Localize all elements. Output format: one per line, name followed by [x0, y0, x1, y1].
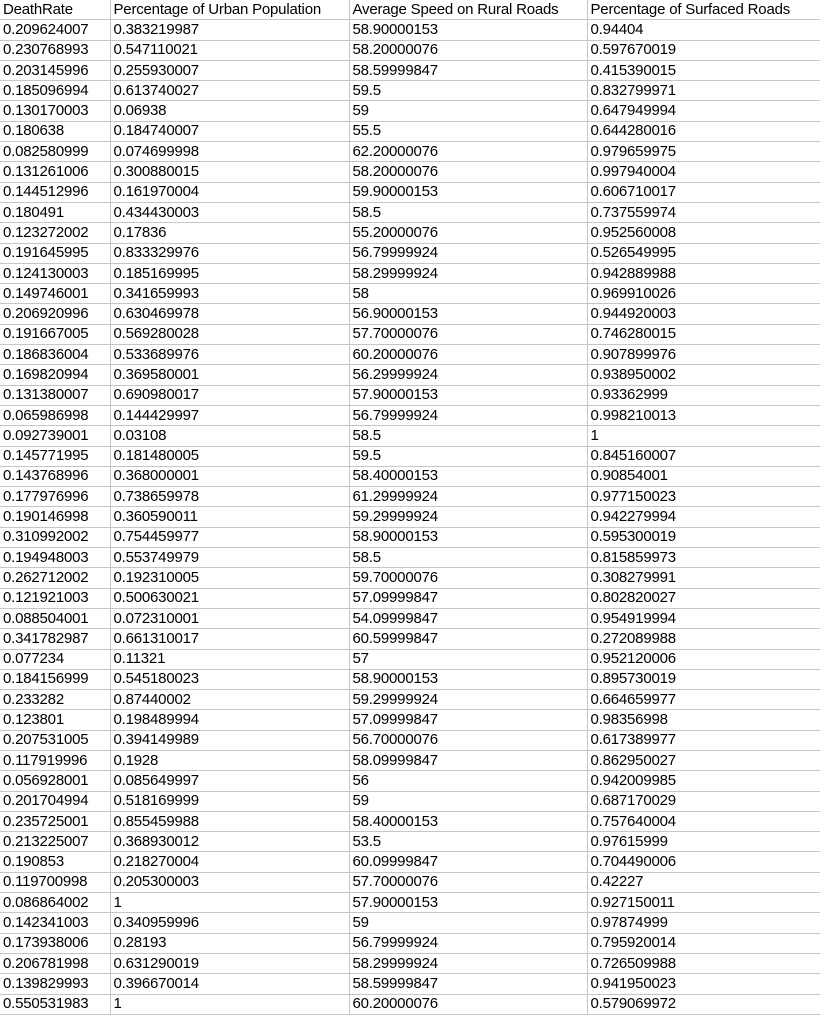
- table-cell-rural-road-speed[interactable]: 56.29999924: [349, 365, 587, 385]
- table-cell-deathrate[interactable]: 0.185096994: [0, 81, 110, 101]
- table-cell-urban-population[interactable]: 0.074699998: [110, 142, 349, 162]
- table-cell-surfaced-roads[interactable]: 0.941950023: [587, 974, 820, 994]
- table-cell-surfaced-roads[interactable]: 0.944920003: [587, 304, 820, 324]
- table-row: [0, 710, 820, 730]
- table-cell-urban-population[interactable]: 0.569280028: [110, 324, 349, 344]
- table-cell-rural-road-speed[interactable]: 53.5: [349, 832, 587, 852]
- table-cell-deathrate[interactable]: 0.230768993: [0, 40, 110, 60]
- table-cell-rural-road-speed[interactable]: 57: [349, 649, 587, 669]
- table-row: [0, 730, 820, 750]
- table-cell-deathrate[interactable]: 0.550531983: [0, 994, 110, 1014]
- table-cell-deathrate[interactable]: 0.190146998: [0, 507, 110, 527]
- header-cell-deathrate[interactable]: DeathRate: [0, 0, 110, 20]
- table-row: [0, 568, 820, 588]
- table-cell-rural-road-speed[interactable]: 56.79999924: [349, 405, 587, 425]
- table-cell-surfaced-roads[interactable]: 0.938950002: [587, 365, 820, 385]
- table-cell-rural-road-speed[interactable]: 55.20000076: [349, 223, 587, 243]
- table-cell-surfaced-roads[interactable]: 0.969910026: [587, 284, 820, 304]
- table-cell-surfaced-roads[interactable]: 0.952560008: [587, 223, 820, 243]
- table-cell-deathrate[interactable]: 0.119700998: [0, 872, 110, 892]
- table-cell-rural-road-speed[interactable]: 60.59999847: [349, 629, 587, 649]
- table-cell-rural-road-speed[interactable]: 59.5: [349, 446, 587, 466]
- header-row: [0, 0, 820, 20]
- table-cell-surfaced-roads[interactable]: 0.42227: [587, 872, 820, 892]
- table-cell-rural-road-speed[interactable]: 56.79999924: [349, 933, 587, 953]
- header-cell-surfaced-roads[interactable]: Percentage of Surfaced Roads: [587, 0, 820, 20]
- table-cell-urban-population[interactable]: 0.28193: [110, 933, 349, 953]
- table-cell-deathrate[interactable]: 0.130170003: [0, 101, 110, 121]
- table-cell-deathrate[interactable]: 0.124130003: [0, 263, 110, 283]
- table-cell-urban-population[interactable]: 0.205300003: [110, 872, 349, 892]
- table-cell-rural-road-speed[interactable]: 59.29999924: [349, 507, 587, 527]
- table-cell-rural-road-speed[interactable]: 56.70000076: [349, 730, 587, 750]
- table-cell-surfaced-roads[interactable]: 0.927150011: [587, 893, 820, 913]
- table-cell-deathrate[interactable]: 0.209624007: [0, 20, 110, 40]
- table-cell-rural-road-speed[interactable]: 54.09999847: [349, 608, 587, 628]
- table-cell-rural-road-speed[interactable]: 60.09999847: [349, 852, 587, 872]
- table-cell-deathrate[interactable]: 0.341782987: [0, 629, 110, 649]
- table-cell-urban-population[interactable]: 0.500630021: [110, 588, 349, 608]
- table-cell-deathrate[interactable]: 0.177976996: [0, 487, 110, 507]
- table-cell-urban-population[interactable]: 0.185169995: [110, 263, 349, 283]
- table-row: [0, 811, 820, 831]
- table-row: [0, 81, 820, 101]
- table-cell-deathrate[interactable]: 0.065986998: [0, 405, 110, 425]
- table-cell-deathrate[interactable]: 0.207531005: [0, 730, 110, 750]
- table-cell-surfaced-roads[interactable]: 0.617389977: [587, 730, 820, 750]
- table-cell-urban-population[interactable]: 0.631290019: [110, 953, 349, 973]
- table-cell-rural-road-speed[interactable]: 57.70000076: [349, 872, 587, 892]
- table-row: [0, 507, 820, 527]
- table-row: [0, 324, 820, 344]
- table-cell-urban-population[interactable]: 0.368000001: [110, 466, 349, 486]
- table-cell-deathrate[interactable]: 0.233282: [0, 690, 110, 710]
- table-cell-rural-road-speed[interactable]: 58.59999847: [349, 60, 587, 80]
- table-cell-rural-road-speed[interactable]: 58.5: [349, 548, 587, 568]
- table-row: [0, 182, 820, 202]
- table-cell-surfaced-roads[interactable]: 0.606710017: [587, 182, 820, 202]
- table-cell-urban-population[interactable]: 0.547110021: [110, 40, 349, 60]
- table-cell-deathrate[interactable]: 0.235725001: [0, 811, 110, 831]
- table-cell-surfaced-roads[interactable]: 0.595300019: [587, 527, 820, 547]
- table-cell-deathrate[interactable]: 0.180638: [0, 121, 110, 141]
- table-cell-surfaced-roads[interactable]: 0.94404: [587, 20, 820, 40]
- table-cell-surfaced-roads[interactable]: 0.979659975: [587, 142, 820, 162]
- table-row: [0, 345, 820, 365]
- table-cell-deathrate[interactable]: 0.092739001: [0, 426, 110, 446]
- table-cell-rural-road-speed[interactable]: 58.29999924: [349, 263, 587, 283]
- table-cell-urban-population[interactable]: 0.161970004: [110, 182, 349, 202]
- table-cell-deathrate[interactable]: 0.262712002: [0, 568, 110, 588]
- table-row: [0, 243, 820, 263]
- table-row: [0, 669, 820, 689]
- table-cell-deathrate[interactable]: 0.180491: [0, 202, 110, 222]
- table-cell-surfaced-roads[interactable]: 0.687170029: [587, 791, 820, 811]
- table-cell-rural-road-speed[interactable]: 59.90000153: [349, 182, 587, 202]
- table-cell-urban-population[interactable]: 0.11321: [110, 649, 349, 669]
- table-cell-urban-population[interactable]: 0.613740027: [110, 81, 349, 101]
- table-cell-surfaced-roads[interactable]: 0.795920014: [587, 933, 820, 953]
- table-cell-rural-road-speed[interactable]: 59.29999924: [349, 690, 587, 710]
- table-cell-urban-population[interactable]: 0.383219987: [110, 20, 349, 40]
- table-cell-deathrate[interactable]: 0.123801: [0, 710, 110, 730]
- table-cell-surfaced-roads[interactable]: 0.647949994: [587, 101, 820, 121]
- table-cell-rural-road-speed[interactable]: 58.29999924: [349, 953, 587, 973]
- table-cell-surfaced-roads[interactable]: 0.90854001: [587, 466, 820, 486]
- table-cell-deathrate[interactable]: 0.169820994: [0, 365, 110, 385]
- table-cell-urban-population[interactable]: 0.738659978: [110, 487, 349, 507]
- table-row: [0, 162, 820, 182]
- table-cell-deathrate[interactable]: 0.186836004: [0, 345, 110, 365]
- table-cell-deathrate[interactable]: 0.310992002: [0, 527, 110, 547]
- table-row: [0, 20, 820, 40]
- header-cell-rural-road-speed[interactable]: Average Speed on Rural Roads: [349, 0, 587, 20]
- table-cell-surfaced-roads[interactable]: 0.526549995: [587, 243, 820, 263]
- table-cell-deathrate[interactable]: 0.144512996: [0, 182, 110, 202]
- table-cell-surfaced-roads[interactable]: 0.942009985: [587, 771, 820, 791]
- table-cell-deathrate[interactable]: 0.191645995: [0, 243, 110, 263]
- table-row: [0, 223, 820, 243]
- table-cell-urban-population[interactable]: 0.341659993: [110, 284, 349, 304]
- table-cell-deathrate[interactable]: 0.088504001: [0, 608, 110, 628]
- table-cell-urban-population[interactable]: 0.255930007: [110, 60, 349, 80]
- table-cell-rural-road-speed[interactable]: 58: [349, 284, 587, 304]
- table-row: [0, 690, 820, 710]
- table-cell-rural-road-speed[interactable]: 57.70000076: [349, 324, 587, 344]
- table-cell-surfaced-roads[interactable]: 0.737559974: [587, 202, 820, 222]
- table-cell-deathrate[interactable]: 0.121921003: [0, 588, 110, 608]
- table-cell-surfaced-roads[interactable]: 0.93362999: [587, 385, 820, 405]
- table-cell-urban-population[interactable]: 0.218270004: [110, 852, 349, 872]
- table-cell-deathrate[interactable]: 0.194948003: [0, 548, 110, 568]
- table-cell-urban-population[interactable]: 0.184740007: [110, 121, 349, 141]
- table-cell-surfaced-roads[interactable]: 0.726509988: [587, 953, 820, 973]
- table-cell-surfaced-roads[interactable]: 0.97874999: [587, 913, 820, 933]
- table-row: [0, 953, 820, 973]
- table-cell-rural-road-speed[interactable]: 56: [349, 771, 587, 791]
- table-cell-urban-population[interactable]: 1: [110, 893, 349, 913]
- table-cell-surfaced-roads[interactable]: 0.998210013: [587, 405, 820, 425]
- table-cell-rural-road-speed[interactable]: 58.09999847: [349, 750, 587, 770]
- table-cell-surfaced-roads[interactable]: 1: [587, 426, 820, 446]
- table-cell-urban-population[interactable]: 0.630469978: [110, 304, 349, 324]
- table-cell-urban-population[interactable]: 0.553749979: [110, 548, 349, 568]
- table-cell-deathrate[interactable]: 0.123272002: [0, 223, 110, 243]
- table-row: [0, 771, 820, 791]
- header-cell-urban-population[interactable]: Percentage of Urban Population: [110, 0, 349, 20]
- table-cell-rural-road-speed[interactable]: 59: [349, 913, 587, 933]
- table-cell-rural-road-speed[interactable]: 58.90000153: [349, 669, 587, 689]
- table-cell-rural-road-speed[interactable]: 57.90000153: [349, 893, 587, 913]
- table-row: [0, 974, 820, 994]
- table-row: [0, 852, 820, 872]
- table-cell-deathrate[interactable]: 0.191667005: [0, 324, 110, 344]
- table-cell-surfaced-roads[interactable]: 0.597670019: [587, 40, 820, 60]
- table-cell-surfaced-roads[interactable]: 0.997940004: [587, 162, 820, 182]
- table-cell-deathrate[interactable]: 0.131380007: [0, 385, 110, 405]
- table-cell-deathrate[interactable]: 0.145771995: [0, 446, 110, 466]
- table-cell-deathrate[interactable]: 0.117919996: [0, 750, 110, 770]
- table-cell-rural-road-speed[interactable]: 58.5: [349, 426, 587, 446]
- table-cell-deathrate[interactable]: 0.149746001: [0, 284, 110, 304]
- table-row: [0, 750, 820, 770]
- table-cell-surfaced-roads[interactable]: 0.802820027: [587, 588, 820, 608]
- table-cell-rural-road-speed[interactable]: 59.5: [349, 81, 587, 101]
- table-cell-surfaced-roads[interactable]: 0.907899976: [587, 345, 820, 365]
- table-cell-deathrate[interactable]: 0.143768996: [0, 466, 110, 486]
- table-cell-deathrate[interactable]: 0.086864002: [0, 893, 110, 913]
- table-cell-deathrate[interactable]: 0.201704994: [0, 791, 110, 811]
- table-cell-rural-road-speed[interactable]: 59.70000076: [349, 568, 587, 588]
- table-cell-surfaced-roads[interactable]: 0.415390015: [587, 60, 820, 80]
- table-cell-deathrate[interactable]: 0.082580999: [0, 142, 110, 162]
- table-cell-surfaced-roads[interactable]: 0.272089988: [587, 629, 820, 649]
- table-row: [0, 142, 820, 162]
- table-row: [0, 487, 820, 507]
- table-cell-surfaced-roads[interactable]: 0.815859973: [587, 548, 820, 568]
- table-cell-surfaced-roads[interactable]: 0.579069972: [587, 994, 820, 1014]
- table-cell-deathrate[interactable]: 0.056928001: [0, 771, 110, 791]
- table-row: [0, 791, 820, 811]
- table-row: [0, 426, 820, 446]
- table-cell-deathrate[interactable]: 0.139829993: [0, 974, 110, 994]
- table-cell-rural-road-speed[interactable]: 58.90000153: [349, 527, 587, 547]
- table-cell-surfaced-roads[interactable]: 0.895730019: [587, 669, 820, 689]
- table-cell-surfaced-roads[interactable]: 0.954919994: [587, 608, 820, 628]
- table-cell-urban-population[interactable]: 0.87440002: [110, 690, 349, 710]
- table-cell-surfaced-roads[interactable]: 0.746280015: [587, 324, 820, 344]
- table-cell-urban-population[interactable]: 0.434430003: [110, 202, 349, 222]
- table-cell-rural-road-speed[interactable]: 57.09999847: [349, 588, 587, 608]
- table-cell-deathrate[interactable]: 0.213225007: [0, 832, 110, 852]
- table-row: [0, 548, 820, 568]
- table-row: [0, 446, 820, 466]
- table-cell-deathrate[interactable]: 0.190853: [0, 852, 110, 872]
- table-row: [0, 872, 820, 892]
- table-row: [0, 304, 820, 324]
- table-row: [0, 588, 820, 608]
- table-cell-rural-road-speed[interactable]: 60.20000076: [349, 345, 587, 365]
- table-cell-urban-population[interactable]: 0.340959996: [110, 913, 349, 933]
- table-cell-rural-road-speed[interactable]: 62.20000076: [349, 142, 587, 162]
- table-row: [0, 629, 820, 649]
- table-cell-deathrate[interactable]: 0.173938006: [0, 933, 110, 953]
- table-row: [0, 365, 820, 385]
- table-cell-surfaced-roads[interactable]: 0.97615999: [587, 832, 820, 852]
- table-cell-surfaced-roads[interactable]: 0.977150023: [587, 487, 820, 507]
- table-cell-surfaced-roads[interactable]: 0.942279994: [587, 507, 820, 527]
- table-cell-urban-population[interactable]: 0.661310017: [110, 629, 349, 649]
- table-cell-rural-road-speed[interactable]: 61.29999924: [349, 487, 587, 507]
- table-cell-urban-population[interactable]: 0.690980017: [110, 385, 349, 405]
- table-cell-deathrate[interactable]: 0.077234: [0, 649, 110, 669]
- table-cell-deathrate[interactable]: 0.142341003: [0, 913, 110, 933]
- table-cell-urban-population[interactable]: 0.198489994: [110, 710, 349, 730]
- table-cell-rural-road-speed[interactable]: 55.5: [349, 121, 587, 141]
- table-cell-surfaced-roads[interactable]: 0.942889988: [587, 263, 820, 283]
- table-cell-urban-population[interactable]: 0.368930012: [110, 832, 349, 852]
- table-cell-surfaced-roads[interactable]: 0.308279991: [587, 568, 820, 588]
- table-cell-urban-population[interactable]: 0.394149989: [110, 730, 349, 750]
- table-cell-surfaced-roads[interactable]: 0.704490006: [587, 852, 820, 872]
- table-cell-urban-population[interactable]: 0.300880015: [110, 162, 349, 182]
- table-cell-urban-population[interactable]: 0.545180023: [110, 669, 349, 689]
- table-cell-rural-road-speed[interactable]: 58.20000076: [349, 162, 587, 182]
- table-cell-deathrate[interactable]: 0.206781998: [0, 953, 110, 973]
- table-cell-urban-population[interactable]: 0.369580001: [110, 365, 349, 385]
- table-row: [0, 913, 820, 933]
- table-cell-urban-population[interactable]: 0.833329976: [110, 243, 349, 263]
- table-row: [0, 101, 820, 121]
- table-cell-urban-population[interactable]: 0.754459977: [110, 527, 349, 547]
- table-cell-rural-road-speed[interactable]: 59: [349, 101, 587, 121]
- table-cell-surfaced-roads[interactable]: 0.862950027: [587, 750, 820, 770]
- table-row: [0, 40, 820, 60]
- table-cell-urban-population[interactable]: 0.855459988: [110, 811, 349, 831]
- table-row: [0, 527, 820, 547]
- table-cell-rural-road-speed[interactable]: 57.90000153: [349, 385, 587, 405]
- table-row: [0, 202, 820, 222]
- table-cell-rural-road-speed[interactable]: 58.40000153: [349, 466, 587, 486]
- table-cell-deathrate[interactable]: 0.184156999: [0, 669, 110, 689]
- table-cell-urban-population[interactable]: 0.1928: [110, 750, 349, 770]
- table-row: [0, 405, 820, 425]
- table-row: [0, 832, 820, 852]
- table-cell-rural-road-speed[interactable]: 58.40000153: [349, 811, 587, 831]
- table-cell-rural-road-speed[interactable]: 58.59999847: [349, 974, 587, 994]
- table-cell-urban-population[interactable]: 1: [110, 994, 349, 1014]
- table-cell-urban-population[interactable]: 0.192310005: [110, 568, 349, 588]
- table-row: [0, 466, 820, 486]
- table-cell-rural-road-speed[interactable]: 57.09999847: [349, 710, 587, 730]
- table-cell-surfaced-roads[interactable]: 0.98356998: [587, 710, 820, 730]
- table-cell-rural-road-speed[interactable]: 56.79999924: [349, 243, 587, 263]
- table-cell-surfaced-roads[interactable]: 0.832799971: [587, 81, 820, 101]
- table-cell-deathrate[interactable]: 0.203145996: [0, 60, 110, 80]
- table-cell-urban-population[interactable]: 0.06938: [110, 101, 349, 121]
- table-cell-surfaced-roads[interactable]: 0.664659977: [587, 690, 820, 710]
- table-row: [0, 649, 820, 669]
- table-cell-urban-population[interactable]: 0.533689976: [110, 345, 349, 365]
- table-cell-rural-road-speed[interactable]: 59: [349, 791, 587, 811]
- table-row: [0, 608, 820, 628]
- table-cell-rural-road-speed[interactable]: 58.5: [349, 202, 587, 222]
- table-row: [0, 385, 820, 405]
- table-cell-urban-population[interactable]: 0.03108: [110, 426, 349, 446]
- table-cell-rural-road-speed[interactable]: 58.20000076: [349, 40, 587, 60]
- table-row: [0, 60, 820, 80]
- table-cell-rural-road-speed[interactable]: 56.90000153: [349, 304, 587, 324]
- table-cell-urban-population[interactable]: 0.396670014: [110, 974, 349, 994]
- table-cell-urban-population[interactable]: 0.085649997: [110, 771, 349, 791]
- table-row: [0, 994, 820, 1014]
- table-cell-rural-road-speed[interactable]: 58.90000153: [349, 20, 587, 40]
- table-body: [0, 20, 820, 1015]
- table-row: [0, 263, 820, 283]
- table-cell-urban-population[interactable]: 0.360590011: [110, 507, 349, 527]
- table-cell-urban-population[interactable]: 0.17836: [110, 223, 349, 243]
- table-cell-urban-population[interactable]: 0.518169999: [110, 791, 349, 811]
- table-row: [0, 933, 820, 953]
- table-row: [0, 284, 820, 304]
- table-cell-surfaced-roads[interactable]: 0.845160007: [587, 446, 820, 466]
- table-cell-rural-road-speed[interactable]: 60.20000076: [349, 994, 587, 1014]
- table-cell-surfaced-roads[interactable]: 0.644280016: [587, 121, 820, 141]
- table-cell-deathrate[interactable]: 0.131261006: [0, 162, 110, 182]
- table-cell-urban-population[interactable]: 0.181480005: [110, 446, 349, 466]
- table-cell-surfaced-roads[interactable]: 0.952120006: [587, 649, 820, 669]
- table-cell-urban-population[interactable]: 0.144429997: [110, 405, 349, 425]
- table-cell-deathrate[interactable]: 0.206920996: [0, 304, 110, 324]
- table-cell-urban-population[interactable]: 0.072310001: [110, 608, 349, 628]
- table-row: [0, 893, 820, 913]
- table-cell-surfaced-roads[interactable]: 0.757640004: [587, 811, 820, 831]
- table-row: [0, 121, 820, 141]
